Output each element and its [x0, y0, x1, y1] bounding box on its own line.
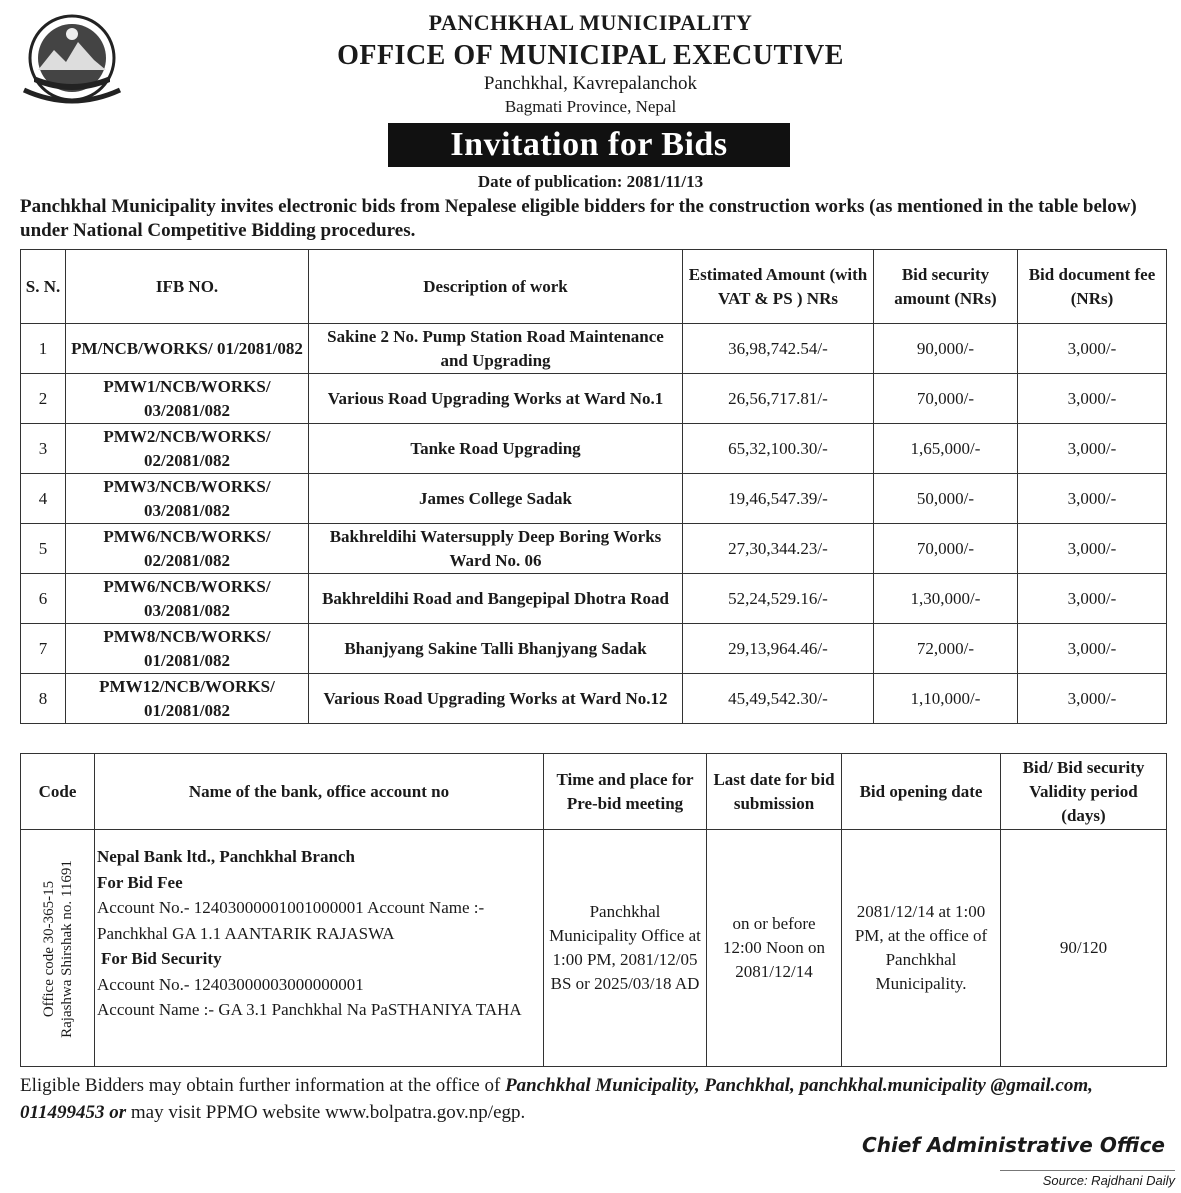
header-prebid: Time and place for Pre-bid meeting	[544, 754, 707, 830]
office-code-vertical	[40, 839, 76, 1059]
cell-amount: 26,56,717.81/-	[683, 374, 874, 424]
notice-title: Invitation for Bids	[388, 123, 790, 167]
cell-description: Bhanjyang Sakine Talli Bhanjyang Sadak	[309, 624, 683, 674]
cell-fee: 3,000/-	[1018, 424, 1167, 474]
table-row	[21, 424, 1167, 474]
header-validity: Bid/ Bid security Validity period (days)	[1001, 754, 1167, 830]
table-row	[21, 830, 1167, 1067]
cell-amount: 52,24,529.16/-	[683, 574, 874, 624]
cell-sn: 6	[21, 574, 66, 624]
cell-fee: 3,000/-	[1018, 524, 1167, 574]
cell-description: Bakhreldihi Road and Bangepipal Dhotra Road	[309, 574, 683, 624]
bank-table-header	[21, 754, 1167, 830]
header-bank: Name of the bank, office account no	[95, 754, 544, 830]
table-row	[21, 324, 1167, 374]
bank-name: Nepal Bank ltd., Panchkhal Branch	[97, 847, 355, 866]
cell-description: Bakhreldihi Watersupply Deep Boring Works Ward No. 06	[309, 524, 683, 574]
office-name: OFFICE OF MUNICIPAL EXECUTIVE	[337, 40, 844, 71]
cell-security: 70,000/-	[874, 374, 1018, 424]
cell-amount: 65,32,100.30/-	[683, 424, 874, 474]
header-code: Code	[21, 754, 95, 830]
bid-security-account-no: Account No.- 12403000003000000001	[97, 974, 364, 994]
cell-security: 72,000/-	[874, 624, 1018, 674]
cell-amount: 36,98,742.54/-	[683, 324, 874, 374]
table-row	[21, 574, 1167, 624]
cell-ifb: PM/NCB/WORKS/ 01/2081/082	[66, 324, 309, 374]
cell-ifb: PMW6/NCB/WORKS/ 03/2081/082	[66, 574, 309, 624]
cell-validity: 90/120	[1001, 830, 1167, 1067]
cell-security: 90,000/-	[874, 324, 1018, 374]
cell-fee: 3,000/-	[1018, 574, 1167, 624]
cell-description: Sakine 2 No. Pump Station Road Maintenance and Upgrading	[309, 324, 683, 374]
cell-prebid: Panchkhal Municipality Office at 1:00 PM, 2081/12/05 BS or 2025/03/18 AD	[544, 830, 707, 1067]
works-table	[20, 249, 1167, 724]
cell-security: 1,65,000/-	[874, 424, 1018, 474]
header-document-fee: Bid document fee (NRs)	[1018, 250, 1167, 324]
table-row	[21, 474, 1167, 524]
source-credit: Source: Rajdhani Daily	[1000, 1170, 1175, 1193]
office-province: Bagmati Province, Nepal	[504, 97, 677, 116]
cell-amount: 45,49,542.30/-	[683, 674, 874, 724]
intro-paragraph: Panchkhal Municipality invites electronic bids from Nepalese eligible bidders for the construction works (as mentioned in the table below) under National Competitive Bidding procedures.	[20, 196, 1137, 241]
cell-sn: 1	[21, 324, 66, 374]
footer-paragraph	[20, 1072, 1170, 1126]
signatory: Chief Administrative Office	[862, 1133, 1165, 1157]
bank-table	[20, 753, 1167, 1067]
header-description: Description of work	[309, 250, 683, 324]
header-bid-security: Bid security amount (NRs)	[874, 250, 1018, 324]
office-code: Office code 30-365-15	[41, 880, 57, 1018]
cell-sn: 8	[21, 674, 66, 724]
cell-security: 1,10,000/-	[874, 674, 1018, 724]
bid-security-account-name: Account Name :- GA 3.1 Panchkhal Na PaSTHANIYA TAHA	[97, 1000, 522, 1019]
bid-fee-account: Account No.- 12403000001001000001 Account Name :- Panchkhal GA 1.1 AANTARIK RAJASWA	[97, 898, 485, 943]
cell-fee: 3,000/-	[1018, 624, 1167, 674]
cell-code	[21, 830, 95, 1067]
table-row	[21, 374, 1167, 424]
cell-amount: 27,30,344.23/-	[683, 524, 874, 574]
cell-opening-date: 2081/12/14 at 1:00 PM, at the office of Panchkhal Municipality.	[842, 830, 1001, 1067]
cell-ifb: PMW8/NCB/WORKS/ 01/2081/082	[66, 624, 309, 674]
cell-security: 70,000/-	[874, 524, 1018, 574]
footer-text-2: may visit PPMO website www.bolpatra.gov.np/egp.	[126, 1102, 526, 1123]
cell-ifb: PMW12/NCB/WORKS/ 01/2081/082	[66, 674, 309, 724]
header-estimated-amount: Estimated Amount (with VAT & PS ) NRs	[683, 250, 874, 324]
publication-date: Date of publication: 2081/11/13	[477, 172, 704, 191]
municipality-name: PANCHKHAL MUNICIPALITY	[428, 10, 753, 35]
cell-sn: 5	[21, 524, 66, 574]
table-row	[21, 674, 1167, 724]
works-table-header	[21, 250, 1167, 324]
cell-ifb: PMW3/NCB/WORKS/ 03/2081/082	[66, 474, 309, 524]
cell-last-date: on or before 12:00 Noon on 2081/12/14	[707, 830, 842, 1067]
header-sn: S. N.	[21, 250, 66, 324]
cell-fee: 3,000/-	[1018, 324, 1167, 374]
rajashwa-shirshak: Rajashwa Shirshak no. 11691	[59, 860, 75, 1038]
bid-fee-label: For Bid Fee	[97, 872, 183, 892]
cell-fee: 3,000/-	[1018, 474, 1167, 524]
cell-sn: 3	[21, 424, 66, 474]
cell-ifb: PMW6/NCB/WORKS/ 02/2081/082	[66, 524, 309, 574]
header-last-date: Last date for bid submission	[707, 754, 842, 830]
cell-amount: 29,13,964.46/-	[683, 624, 874, 674]
cell-ifb: PMW2/NCB/WORKS/ 02/2081/082	[66, 424, 309, 474]
cell-bank-details	[95, 830, 544, 1067]
cell-description: Various Road Upgrading Works at Ward No.12	[309, 674, 683, 724]
cell-fee: 3,000/-	[1018, 674, 1167, 724]
header-ifb: IFB NO.	[66, 250, 309, 324]
footer-contact: Panchkhal Municipality, Panchkhal, panchkhal.municipality @gmail.com, 011499453 or	[20, 1075, 1093, 1123]
cell-description: Tanke Road Upgrading	[309, 424, 683, 474]
bid-security-label: For Bid Security	[101, 949, 222, 968]
office-location: Panchkhal, Kavrepalanchok	[483, 73, 698, 94]
cell-sn: 7	[21, 624, 66, 674]
cell-description: Various Road Upgrading Works at Ward No.1	[309, 374, 683, 424]
table-row	[21, 524, 1167, 574]
header-opening-date: Bid opening date	[842, 754, 1001, 830]
cell-ifb: PMW1/NCB/WORKS/ 03/2081/082	[66, 374, 309, 424]
cell-description: James College Sadak	[309, 474, 683, 524]
table-row	[21, 624, 1167, 674]
cell-fee: 3,000/-	[1018, 374, 1167, 424]
cell-amount: 19,46,547.39/-	[683, 474, 874, 524]
footer-text-1: Eligible Bidders may obtain further information at the office of	[20, 1075, 506, 1096]
cell-sn: 2	[21, 374, 66, 424]
cell-security: 50,000/-	[874, 474, 1018, 524]
cell-sn: 4	[21, 474, 66, 524]
cell-security: 1,30,000/-	[874, 574, 1018, 624]
